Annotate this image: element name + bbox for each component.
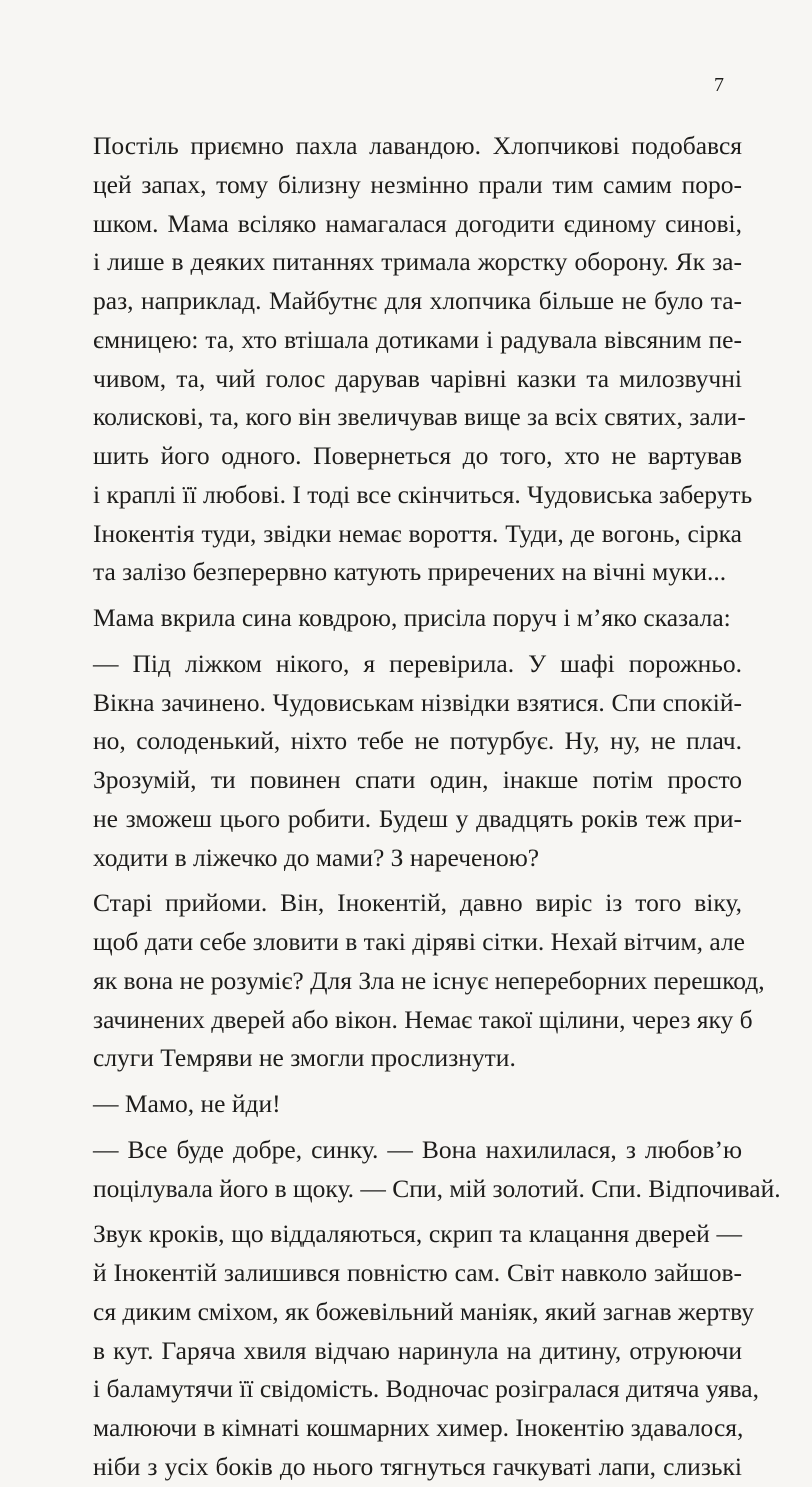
text-line: як вона не розуміє? Для Зла не існує непереборних перешкод, — [93, 965, 765, 995]
paragraph — [93, 599, 742, 638]
text-line: і лише в деяких питаннях тримала жорстку оборону. Як за- — [93, 247, 742, 277]
text-line: колискові, та, кого він звеличував вище за всіх святих, зали- — [93, 402, 746, 432]
text-line: й Інокентій залишився повністю сам. Світ навколо зайшов- — [93, 1258, 742, 1287]
text-line: Звук кроків, що віддаляються, скрип та клацання дверей — — [93, 1219, 742, 1249]
body-text — [93, 127, 781, 1487]
text-line: Мама вкрила сина ковдрою, присіла поруч і м’яко сказала: — [93, 603, 731, 632]
paragraph — [93, 1085, 742, 1124]
text-line: Інокентія туди, звідки немає вороття. Туди, де вогонь, сірка — [93, 518, 742, 548]
paragraph — [93, 127, 753, 592]
text-line: — Під ліжком нікого, я перевірила. У шафі порожньо. — [93, 648, 742, 678]
paragraph — [93, 884, 765, 1078]
text-line: зачинених дверей або вікон. Немає такої щілини, через яку б — [93, 1004, 753, 1034]
text-line: щоб дати себе зловити в такі діряві сітки. Нехай вітчим, але — [93, 927, 745, 956]
paragraph — [93, 1131, 781, 1209]
paragraph — [93, 645, 742, 878]
text-line: Постіль приємно пахла лавандою. Хлопчикові подобався — [93, 131, 742, 160]
paragraph-gap — [93, 1208, 742, 1215]
text-line: шить його одного. Повернеться до того, хто не вартував — [93, 441, 742, 470]
text-line: та залізо безперервно катують приречених на вічні муки... — [93, 557, 727, 587]
paragraph-gap — [93, 1124, 742, 1131]
text-line: чивом, та, чий голос дарував чарівні казки та милозвучні — [93, 363, 742, 393]
paragraph-gap — [93, 1078, 742, 1085]
text-line: шком. Мама всіляко намагалася догодити єдиному синові, — [93, 208, 742, 238]
text-line: Зрозумій, ти повинен спати один, інакше потім просто — [93, 765, 742, 794]
text-line: в кут. Гаряча хвиля відчаю наринула на дитину, отруюючи — [93, 1335, 742, 1365]
text-line: малюючи в кімнаті кошмарних химер. Інокентію здавалося, — [93, 1413, 744, 1442]
paragraph — [93, 1215, 759, 1486]
text-line: Вікна зачинено. Чудовиськам нізвідки взятися. Спи спокій- — [93, 687, 742, 717]
text-line: поцілувала його в щоку. — Спи, мій золотий. Спи. Відпочивай. — [93, 1173, 781, 1203]
page-number: 7 — [714, 74, 724, 96]
text-line: ніби з усіх боків до нього тягнуться гачкуваті лапи, слизькі — [93, 1451, 742, 1481]
text-line: слуги Темряви не змогли прослизнути. — [93, 1043, 516, 1073]
paragraph-gap — [93, 592, 742, 599]
text-line: не зможеш цього робити. Будеш у двадцять років теж при- — [93, 803, 742, 833]
text-line: і баламутячи її свідомість. Водночас розігралася дитяча уява, — [93, 1374, 759, 1404]
text-line: раз, наприклад. Майбутнє для хлопчика більше не було та- — [93, 286, 742, 315]
text-line: ємницею: та, хто втішала дотиками і радувала вівсяним пе- — [93, 324, 742, 354]
text-line: Старі прийоми. Він, Інокентій, давно виріс із того віку, — [93, 888, 742, 918]
paragraph-gap — [93, 638, 742, 645]
text-line: — Все буде добре, синку. — Вона нахилилася, з любов’ю — [93, 1134, 742, 1164]
text-line: ся диким сміхом, як божевільний маніяк, який загнав жертву — [93, 1296, 755, 1326]
paragraph-gap — [93, 877, 742, 884]
text-line: цей запах, тому білизну незмінно прали тим самим поро- — [93, 169, 742, 199]
text-line: і краплі її любові. І тоді все скінчиться. Чудовиська заберуть — [93, 479, 753, 509]
text-line: ходити в ліжечко до мами? З нареченою? — [93, 842, 540, 872]
text-line: но, солоденький, ніхто тебе не потурбує. Ну, ну, не плач. — [93, 726, 742, 756]
text-line: — Мамо, не йди! — [93, 1089, 281, 1118]
